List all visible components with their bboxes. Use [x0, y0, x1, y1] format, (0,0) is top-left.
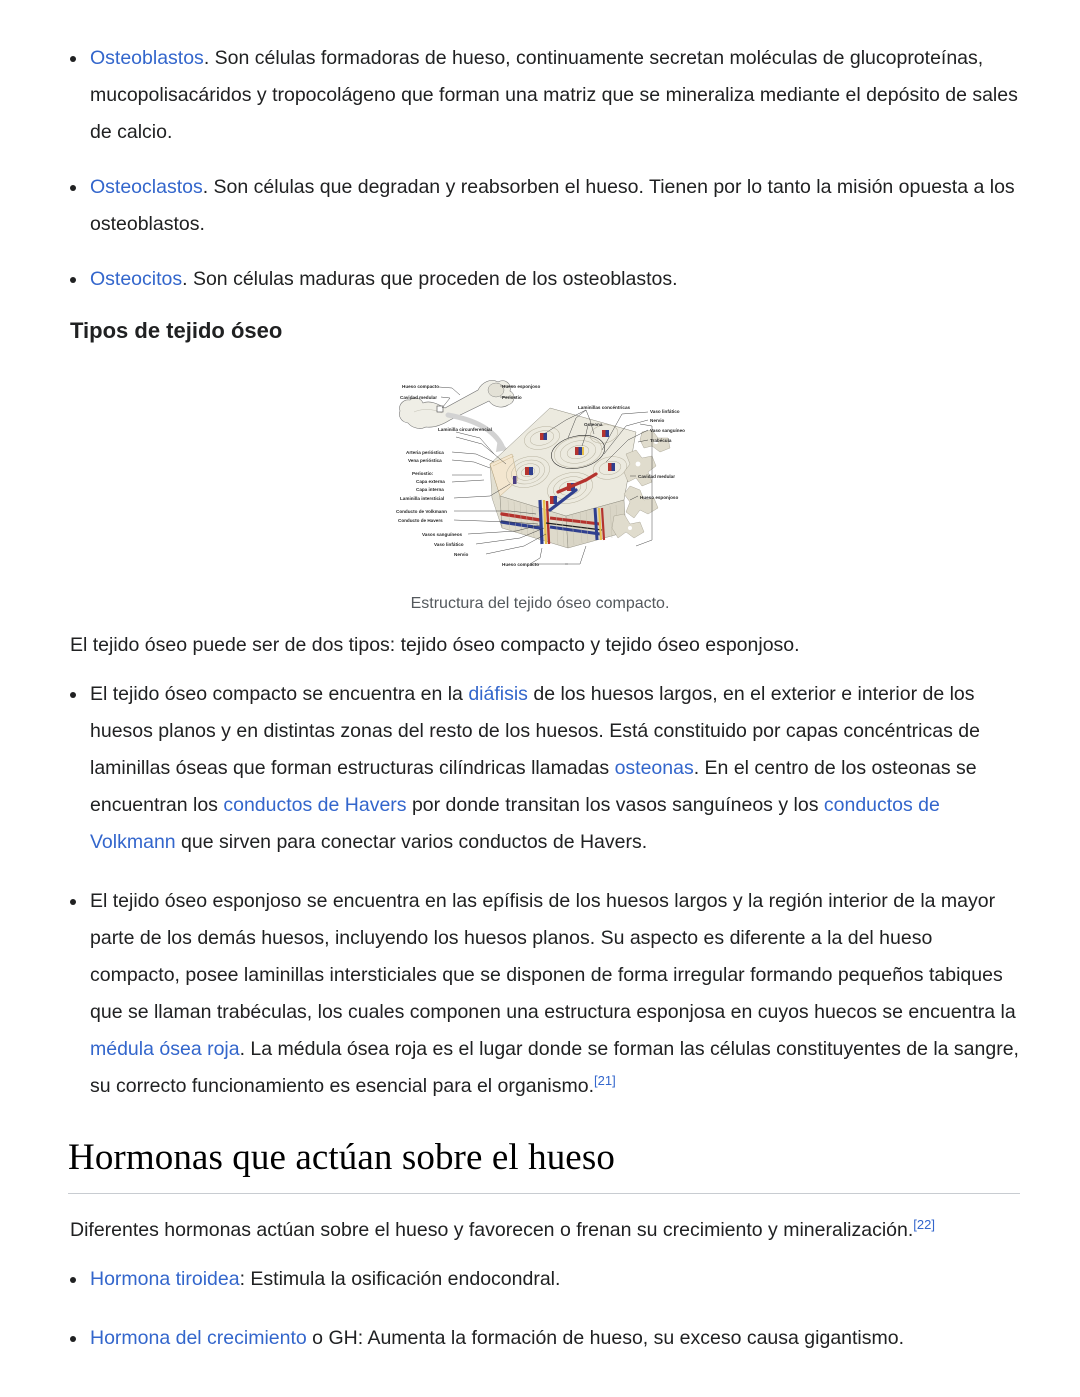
bone-cell-list [60, 40, 1020, 298]
tissue-text-compacto-2: de los huesos largos, en el exterior e interior de los huesos planos y en distintas zonas del resto de los huesos. Está constituido por capas concéntricas de laminillas óseas que forman estructuras cilíndricas llamadas [90, 683, 980, 779]
label-vaso-linfatico-bottom: Vaso linfático [434, 542, 464, 547]
list-item [60, 169, 1020, 243]
page-title-hormonas: Hormonas que actúan sobre el hueso [68, 1137, 615, 1178]
label-hueso-compacto-bottom: Hueso compacto [502, 562, 540, 567]
figure-image-wrap[interactable] [390, 368, 690, 580]
figure-bone-tissue [60, 368, 1020, 613]
label-arteria-periostica: Arteria perióstica [406, 450, 444, 455]
list-item [60, 1261, 1020, 1298]
link-conductos-de-volkmann[interactable]: conductos de Volkmann [90, 794, 940, 853]
label-laminilla-intersticial: Laminilla intersticial [400, 496, 445, 501]
label-vena-periostica: Vena perióstica [408, 458, 442, 463]
label-nervio-right: Nervio [650, 418, 665, 423]
bone-tissue-diagram-icon [390, 368, 690, 580]
label-conducto-de-volkmann: Conducto de Volkmann [396, 509, 447, 514]
label-cavidad-medular-right: Cavidad medular [638, 474, 676, 479]
list-item [60, 676, 1020, 861]
reference-21-link[interactable]: [21] [594, 1072, 616, 1088]
tissue-text-compacto-3: . En el centro de los osteonas se encuentran los [90, 757, 977, 816]
list-item [60, 261, 1020, 298]
list-item-text: . Son células que degradan y reabsorben el hueso. Tienen por lo tanto la misión opuesta a los osteoblastos. [90, 176, 1015, 235]
figure-caption: Estructura del tejido óseo compacto. [410, 595, 670, 612]
list-item [60, 40, 1020, 151]
list-item-text: . Son células maduras que proceden de los osteoblastos. [182, 268, 678, 290]
tissue-type-list [60, 676, 1020, 1105]
link-osteoclastos[interactable]: Osteoclastos [90, 176, 203, 198]
link-diafisis[interactable]: diáfisis [468, 683, 528, 705]
label-vaso-sanguineo-right: Vaso sanguíneo [650, 428, 685, 433]
label-periostio-top: Periostio [502, 395, 522, 400]
label-cavidad-medular-top: Cavidad medular [400, 395, 438, 400]
label-vaso-linfatico-right: Vaso linfático [650, 409, 680, 414]
hormone-text-tiroidea: : Estimula la osificación endocondral. [239, 1268, 561, 1290]
label-periostio-left: Periostio: [412, 471, 434, 476]
label-hueso-esponjoso-top: Hueso esponjoso [502, 384, 541, 389]
link-conductos-de-havers[interactable]: conductos de Havers [223, 794, 407, 816]
reference-22-link[interactable]: [22] [913, 1216, 935, 1232]
label-trabecula: Trabécula [650, 438, 672, 443]
label-nervio-bottom: Nervio [454, 552, 469, 557]
label-laminilla-circunferencial-1: Laminilla circunferencial [438, 427, 492, 432]
list-item [60, 883, 1020, 1105]
link-hormona-tiroidea[interactable]: Hormona tiroidea [90, 1268, 240, 1290]
label-capa-externa: Capa externa [416, 479, 445, 484]
link-hormona-del-crecimiento[interactable]: Hormona del crecimiento [90, 1327, 307, 1349]
reference-21[interactable] [594, 1071, 616, 1089]
tissue-text-compacto-1: El tejido óseo compacto se encuentra en la [90, 683, 469, 705]
label-conducto-de-havers: Conducto de Havers [398, 518, 443, 523]
tissue-text-esponjoso-2: . La médula ósea roja es el lugar donde se forman las células constituyentes de la sangre, su correcto funcionamiento es esencial para el organismo. [90, 1038, 1019, 1097]
hormone-text-crecimiento: o GH: Aumenta la formación de hueso, su exceso causa gigantismo. [306, 1327, 905, 1349]
heading-divider [68, 1193, 1020, 1194]
hormones-list [60, 1261, 1020, 1357]
list-item-text: . Son células formadoras de hueso, continuamente secretan moléculas de glucoproteínas, mucopolisacáridos y tropocolágeno que forman una matriz que se mineraliza mediante el depósito de sales de calcio. [90, 47, 1018, 143]
tissue-text-compacto-5: que sirven para conectar varios conductos de Havers. [175, 831, 648, 853]
label-capa-interna: Capa interna [416, 487, 444, 492]
link-medula-osea-roja[interactable]: médula ósea roja [90, 1038, 240, 1060]
label-hueso-esponjoso-right: Hueso esponjoso [640, 495, 679, 500]
reference-22[interactable] [913, 1215, 935, 1233]
list-item [60, 1320, 1020, 1357]
label-hueso-compacto-top: Hueso compacto [402, 384, 440, 389]
tissue-text-compacto-4: por donde transitan los vasos sanguíneos y los [406, 794, 824, 816]
label-laminillas-concentricas: Laminillas concéntricas [578, 405, 631, 410]
label-vasos-sanguineos: Vasos sanguíneos [422, 532, 463, 537]
hormones-intro-text: Diferentes hormonas actúan sobre el hueso y favorecen o frenan su crecimiento y mineralización. [70, 1219, 914, 1241]
intro-paragraph: El tejido óseo puede ser de dos tipos: tejido óseo compacto y tejido óseo esponjoso. [70, 634, 800, 656]
link-osteonas[interactable]: osteonas [614, 757, 694, 779]
hormones-intro-paragraph [70, 1212, 1020, 1249]
link-osteocitos[interactable]: Osteocitos [90, 268, 183, 290]
link-osteoblastos[interactable]: Osteoblastos [90, 47, 204, 69]
subheading-tipos-de-tejido-oseo: Tipos de tejido óseo [70, 318, 283, 343]
label-osteona: Osteona [584, 422, 603, 427]
tissue-text-esponjoso-1: El tejido óseo esponjoso se encuentra en las epífisis de los huesos largos y la región interior de la mayor parte de los demás huesos, incluyendo los huesos planos. Su aspecto es diferente a la del hueso compacto, posee laminillas intersticiales que se disponen de forma irregular formando pequeños tabiques que se llaman trabéculas, los cuales componen una estructura esponjosa en cuyos huecos se encuentra la [90, 890, 1016, 1023]
